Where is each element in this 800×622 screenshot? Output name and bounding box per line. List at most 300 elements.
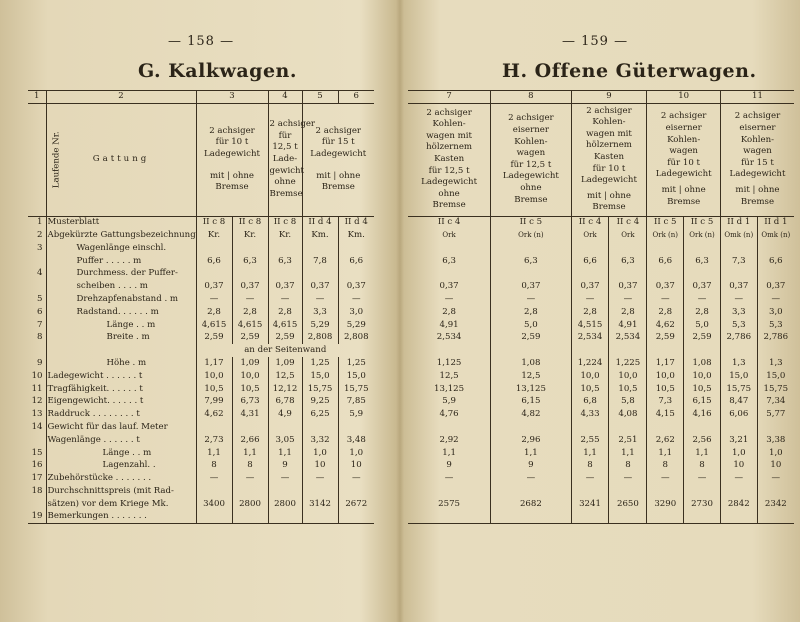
- row-number: 17: [31, 473, 43, 484]
- table-row: [28, 408, 374, 421]
- table-row: [408, 511, 794, 524]
- cell-value: 6,25: [302, 408, 338, 421]
- cell-value: —: [232, 293, 268, 306]
- cell-value: II c 8: [196, 216, 232, 229]
- cell-value: 1,25: [302, 357, 338, 370]
- cell-value: —: [571, 472, 609, 485]
- cell-value: 3,0: [338, 306, 374, 319]
- cell-value: [609, 267, 647, 280]
- row-label: Bemerkungen . . . . . . .: [46, 511, 196, 524]
- col-number: 7: [408, 91, 491, 104]
- cell-value: 1,09: [232, 357, 268, 370]
- cell-value: 5,77: [757, 408, 794, 421]
- row-label: Lagenzahl. .: [46, 459, 196, 472]
- table-row: [28, 331, 374, 344]
- row-number: 14: [31, 421, 43, 432]
- row-label: Tragfähigkeit. . . . . . t: [46, 383, 196, 396]
- cell-value: —: [757, 293, 794, 306]
- cell-value: Ork: [571, 229, 609, 242]
- cell-value: Km.: [338, 229, 374, 242]
- cell-value: 15,75: [757, 383, 794, 396]
- cell-value: [571, 421, 609, 434]
- table-row: [28, 216, 374, 229]
- cell-value: —: [444, 293, 454, 304]
- cell-value: [408, 267, 491, 280]
- cell-value: [684, 511, 721, 524]
- kalkwagen-table: [28, 90, 374, 524]
- cell-value: 2800: [232, 498, 268, 511]
- cell-value: 4,615: [232, 319, 268, 332]
- row-label: Musterblatt: [46, 216, 196, 229]
- cell-value: 2,59: [232, 331, 268, 344]
- cell-value: 2,51: [609, 434, 647, 447]
- row-number: [28, 434, 46, 447]
- column-number-row: [408, 91, 794, 104]
- cell-value: 10,5: [571, 383, 609, 396]
- cell-value: 2575: [438, 498, 461, 509]
- cell-value: 2,59: [268, 331, 302, 344]
- cell-value: —: [720, 472, 757, 485]
- cell-value: [571, 511, 609, 524]
- row-number: [28, 344, 46, 357]
- cell-value: 1,0: [720, 447, 757, 460]
- laufende-nr-header: Laufende Nr.: [28, 103, 46, 216]
- col-number: 10: [647, 91, 721, 104]
- cell-value: 4,08: [609, 408, 647, 421]
- cell-value: 2842: [720, 498, 757, 511]
- cell-value: 2,59: [491, 331, 571, 344]
- cell-value: —: [268, 472, 302, 485]
- cell-value: —: [491, 293, 571, 306]
- table-row: [408, 370, 794, 383]
- row-number: 5: [37, 293, 43, 304]
- table-row: [408, 383, 794, 396]
- cell-value: 0,37: [684, 280, 721, 293]
- cell-value: [757, 485, 794, 498]
- cell-value: Omk (n): [720, 229, 757, 242]
- cell-value: Ork: [442, 230, 456, 239]
- cell-value: 2,59: [684, 331, 721, 344]
- cell-value: 9: [446, 460, 452, 471]
- cell-value: 2,8: [609, 306, 647, 319]
- cell-value: 15,75: [338, 383, 374, 396]
- cell-value: 6,6: [571, 255, 609, 268]
- header-col-11: 2 achsiger eiserner Kohlen- wagen für 15 t Ladegewicht mit | ohne Bremse: [720, 103, 794, 216]
- cell-value: 8: [609, 459, 647, 472]
- cell-value: 5,3: [757, 319, 794, 332]
- cell-value: [609, 242, 647, 255]
- cell-value: —: [647, 472, 684, 485]
- cell-value: —: [491, 472, 571, 485]
- cell-value: —: [338, 472, 374, 485]
- cell-value: 1,224: [571, 357, 609, 370]
- cell-value: [571, 267, 609, 280]
- cell-value: [232, 267, 268, 280]
- cell-value: 6,6: [338, 255, 374, 268]
- cell-value: 4,62: [196, 408, 232, 421]
- cell-value: [268, 267, 302, 280]
- cell-value: 10,5: [647, 383, 684, 396]
- cell-value: [757, 242, 794, 255]
- table-row: [28, 472, 374, 485]
- table-row: [408, 395, 794, 408]
- table-row: [28, 242, 374, 255]
- cell-value: 4,62: [647, 319, 684, 332]
- row-label: Eigengewicht. . . . . . t: [46, 395, 196, 408]
- table-row: [28, 447, 374, 460]
- cell-value: [720, 344, 757, 357]
- table-row: [408, 459, 794, 472]
- cell-value: 6,78: [268, 395, 302, 408]
- table-row: [28, 459, 374, 472]
- cell-value: [268, 242, 302, 255]
- row-label: Drehzapfenabstand . m: [46, 293, 196, 306]
- table-row: [28, 383, 374, 396]
- cell-value: [491, 344, 571, 357]
- cell-value: 3290: [647, 498, 684, 511]
- cell-value: 5,3: [720, 319, 757, 332]
- cell-value: —: [302, 472, 338, 485]
- cell-value: 6,73: [232, 395, 268, 408]
- cell-value: II d 4: [302, 216, 338, 229]
- cell-value: 4,515: [571, 319, 609, 332]
- cell-value: 2,8: [647, 306, 684, 319]
- row-number: [28, 498, 46, 511]
- right-page-title: H. Offene Güterwagen.: [502, 60, 757, 82]
- cell-value: 6,3: [442, 255, 456, 266]
- cell-value: [232, 485, 268, 498]
- table-row: [28, 357, 374, 370]
- cell-value: 2,96: [491, 434, 571, 447]
- cell-value: [268, 485, 302, 498]
- cell-value: 12,5: [439, 370, 459, 381]
- cell-value: [338, 485, 374, 498]
- cell-value: [571, 242, 609, 255]
- cell-value: 2,73: [196, 434, 232, 447]
- cell-value: 2,808: [338, 331, 374, 344]
- cell-value: 0,37: [268, 280, 302, 293]
- right-page-number: — 159 —: [562, 34, 629, 49]
- left-page-title: G. Kalkwagen.: [138, 60, 297, 82]
- cell-value: 7,3: [720, 255, 757, 268]
- table-row: [408, 408, 794, 421]
- cell-value: 0,37: [647, 280, 684, 293]
- cell-value: 1,0: [302, 447, 338, 460]
- row-number: 15: [31, 447, 43, 458]
- column-number-row: [28, 91, 374, 104]
- cell-value: 2,786: [757, 331, 794, 344]
- table-row: [408, 242, 794, 255]
- cell-value: 8,47: [720, 395, 757, 408]
- cell-value: [491, 267, 571, 280]
- cell-value: 8: [647, 459, 684, 472]
- cell-value: [196, 242, 232, 255]
- cell-value: [491, 511, 571, 524]
- cell-value: 4,9: [268, 408, 302, 421]
- cell-value: [757, 511, 794, 524]
- row-label: Breite . m: [46, 331, 196, 344]
- cell-value: 0,37: [196, 280, 232, 293]
- col-number: 9: [571, 91, 647, 104]
- cell-value: [647, 242, 684, 255]
- cell-value: 0,37: [720, 280, 757, 293]
- cell-value: [647, 485, 684, 498]
- cell-value: 12,12: [268, 383, 302, 396]
- cell-value: Kr.: [268, 229, 302, 242]
- cell-value: [720, 485, 757, 498]
- cell-value: 3241: [571, 498, 609, 511]
- cell-value: —: [232, 472, 268, 485]
- cell-value: 0,37: [338, 280, 374, 293]
- row-label: Wagenlänge . . . . . . t: [46, 434, 196, 447]
- cell-value: 1,25: [338, 357, 374, 370]
- cell-value: [491, 421, 571, 434]
- header-col-9: 2 achsiger Kohlen- wagen mit hölzernem Kasten für 10 t Ladegewicht mit | ohne Bremse: [571, 103, 647, 216]
- cell-value: —: [196, 472, 232, 485]
- cell-value: 2,8: [268, 306, 302, 319]
- cell-value: 2682: [491, 498, 571, 511]
- cell-value: 10,5: [609, 383, 647, 396]
- cell-value: 10: [338, 459, 374, 472]
- cell-value: [647, 511, 684, 524]
- cell-value: 7,85: [338, 395, 374, 408]
- cell-value: 1,0: [757, 447, 794, 460]
- table-row: [408, 229, 794, 242]
- table-row: [28, 421, 374, 434]
- cell-value: [408, 485, 491, 498]
- cell-value: [338, 242, 374, 255]
- cell-value: 2,534: [609, 331, 647, 344]
- cell-value: 6,3: [268, 255, 302, 268]
- cell-value: 4,76: [439, 409, 459, 420]
- left-page-number: — 158 —: [168, 34, 235, 49]
- cell-value: —: [720, 293, 757, 306]
- cell-value: 6,6: [647, 255, 684, 268]
- row-label: Länge . . m: [46, 319, 196, 332]
- row-number: 12: [31, 396, 43, 407]
- cell-value: [684, 242, 721, 255]
- cell-value: II c 5: [684, 216, 721, 229]
- cell-value: 0,37: [302, 280, 338, 293]
- cell-value: 6,6: [757, 255, 794, 268]
- cell-value: 3,0: [757, 306, 794, 319]
- cell-value: 10,5: [684, 383, 721, 396]
- cell-value: 10: [302, 459, 338, 472]
- cell-value: 13,125: [491, 383, 571, 396]
- row-number: 6: [37, 306, 43, 317]
- cell-value: [268, 511, 302, 524]
- cell-value: 6,15: [684, 395, 721, 408]
- header-row: [408, 103, 794, 216]
- cell-value: 5,9: [442, 396, 456, 407]
- row-number: [28, 280, 46, 293]
- cell-value: [757, 344, 794, 357]
- cell-value: 3,05: [268, 434, 302, 447]
- table-row: [28, 306, 374, 319]
- cell-value: 10: [757, 459, 794, 472]
- cell-value: 1,1: [268, 447, 302, 460]
- cell-value: 1,1: [647, 447, 684, 460]
- row-label: Abgekürzte Gattungsbezeichnung: [47, 229, 196, 240]
- cell-value: 1,225: [609, 357, 647, 370]
- cell-value: 4,91: [609, 319, 647, 332]
- table-row: [28, 511, 374, 524]
- cell-value: 3400: [196, 498, 232, 511]
- cell-value: 1,1: [491, 447, 571, 460]
- table-row: [408, 421, 794, 434]
- cell-value: —: [571, 293, 609, 306]
- table-row: [28, 229, 374, 242]
- cell-value: II c 8: [268, 216, 302, 229]
- cell-value: 8: [571, 459, 609, 472]
- cell-value: 2,59: [196, 331, 232, 344]
- cell-value: [232, 511, 268, 524]
- cell-value: 9,25: [302, 395, 338, 408]
- cell-value: 10,0: [571, 370, 609, 383]
- cell-value: 0,37: [571, 280, 609, 293]
- cell-value: [684, 267, 721, 280]
- table-row: [28, 434, 374, 447]
- row-label: Radstand. . . . . . m: [46, 306, 196, 319]
- cell-value: 2,534: [571, 331, 609, 344]
- col-number: 8: [491, 91, 571, 104]
- cell-value: 5,0: [684, 319, 721, 332]
- cell-value: 15,0: [302, 370, 338, 383]
- cell-value: 2,8: [491, 306, 571, 319]
- table-row: [408, 357, 794, 370]
- row-number: 18: [31, 485, 43, 496]
- cell-value: [571, 485, 609, 498]
- cell-value: 4,33: [571, 408, 609, 421]
- cell-value: 2,59: [647, 331, 684, 344]
- table-row: [408, 319, 794, 332]
- cell-value: 4,15: [647, 408, 684, 421]
- cell-value: 5,29: [302, 319, 338, 332]
- row-number: 7: [37, 319, 43, 330]
- cell-value: II c 4: [437, 217, 461, 228]
- table-row: [28, 395, 374, 408]
- cell-value: —: [609, 293, 647, 306]
- cell-value: 10,5: [196, 383, 232, 396]
- cell-value: 15,75: [720, 383, 757, 396]
- cell-value: [647, 267, 684, 280]
- cell-value: [720, 242, 757, 255]
- cell-value: [338, 511, 374, 524]
- header-col-7: 2 achsiger Kohlen- wagen mit hölzernem Kasten für 12,5 t Ladegewicht ohne Bremse: [408, 103, 491, 216]
- cell-value: II c 4: [571, 216, 609, 229]
- cell-value: 1,0: [338, 447, 374, 460]
- cell-value: 10,5: [232, 383, 268, 396]
- table-row: [28, 485, 374, 498]
- cell-value: —: [302, 293, 338, 306]
- cell-value: 2,8: [684, 306, 721, 319]
- cell-value: 10,0: [232, 370, 268, 383]
- cell-value: [196, 421, 232, 434]
- cell-value: [647, 344, 684, 357]
- table-row: [408, 498, 794, 511]
- cell-value: 2,8: [571, 306, 609, 319]
- cell-value: 1,1: [442, 447, 456, 458]
- table-row: [28, 267, 374, 280]
- cell-value: 1,08: [491, 357, 571, 370]
- cell-value: [268, 421, 302, 434]
- cell-value: 15,0: [338, 370, 374, 383]
- cell-value: Kr.: [196, 229, 232, 242]
- cell-value: [757, 267, 794, 280]
- cell-value: 6,3: [609, 255, 647, 268]
- cell-value: 4,615: [268, 319, 302, 332]
- cell-value: 10: [720, 459, 757, 472]
- row-number: 13: [31, 409, 43, 420]
- cell-value: 13,125: [434, 383, 465, 394]
- cell-value: [196, 485, 232, 498]
- cell-value: 3,3: [302, 306, 338, 319]
- cell-value: 15,0: [757, 370, 794, 383]
- cell-value: [232, 242, 268, 255]
- cell-value: 4,16: [684, 408, 721, 421]
- cell-value: 0,37: [757, 280, 794, 293]
- cell-value: II d 1: [720, 216, 757, 229]
- cell-value: 2,786: [720, 331, 757, 344]
- cell-value: Km.: [302, 229, 338, 242]
- cell-value: [302, 267, 338, 280]
- offene-gueterwagen-table: [408, 90, 794, 524]
- cell-value: [491, 485, 571, 498]
- cell-value: 5,29: [338, 319, 374, 332]
- table-row: [408, 216, 794, 229]
- cell-value: Ork: [609, 229, 647, 242]
- row-number: 1: [37, 217, 43, 228]
- cell-value: 2,55: [571, 434, 609, 447]
- cell-value: 4,31: [232, 408, 268, 421]
- cell-value: [684, 344, 721, 357]
- cell-value: [609, 344, 647, 357]
- table-row: [28, 293, 374, 306]
- table-row: [28, 280, 374, 293]
- cell-value: [302, 485, 338, 498]
- table-row: [408, 306, 794, 319]
- cell-value: 8: [684, 459, 721, 472]
- table-row: [408, 280, 794, 293]
- cell-value: 3,38: [757, 434, 794, 447]
- cell-value: 5,8: [609, 395, 647, 408]
- cell-value: Ork (n): [684, 229, 721, 242]
- cell-value: 1,125: [436, 357, 462, 368]
- cell-value: 10,0: [647, 370, 684, 383]
- row-number: 9: [37, 357, 43, 368]
- row-number: 4: [37, 268, 43, 279]
- cell-value: 4,615: [196, 319, 232, 332]
- cell-value: 9: [268, 459, 302, 472]
- cell-value: [302, 511, 338, 524]
- cell-value: 15,75: [302, 383, 338, 396]
- cell-value: 3,3: [720, 306, 757, 319]
- cell-value: 1,1: [232, 447, 268, 460]
- cell-value: 2,92: [439, 434, 459, 445]
- header-row: [28, 103, 374, 216]
- cell-value: 2,62: [647, 434, 684, 447]
- cell-value: 10,0: [609, 370, 647, 383]
- col-number: 4: [268, 91, 302, 104]
- right-page: [402, 0, 800, 622]
- col-number: 6: [338, 91, 374, 104]
- cell-value: 1,3: [720, 357, 757, 370]
- col-number: 11: [720, 91, 794, 104]
- cell-value: 6,06: [720, 408, 757, 421]
- row-number: 3: [37, 242, 43, 253]
- cell-value: Omk (n): [757, 229, 794, 242]
- cell-value: [408, 421, 491, 434]
